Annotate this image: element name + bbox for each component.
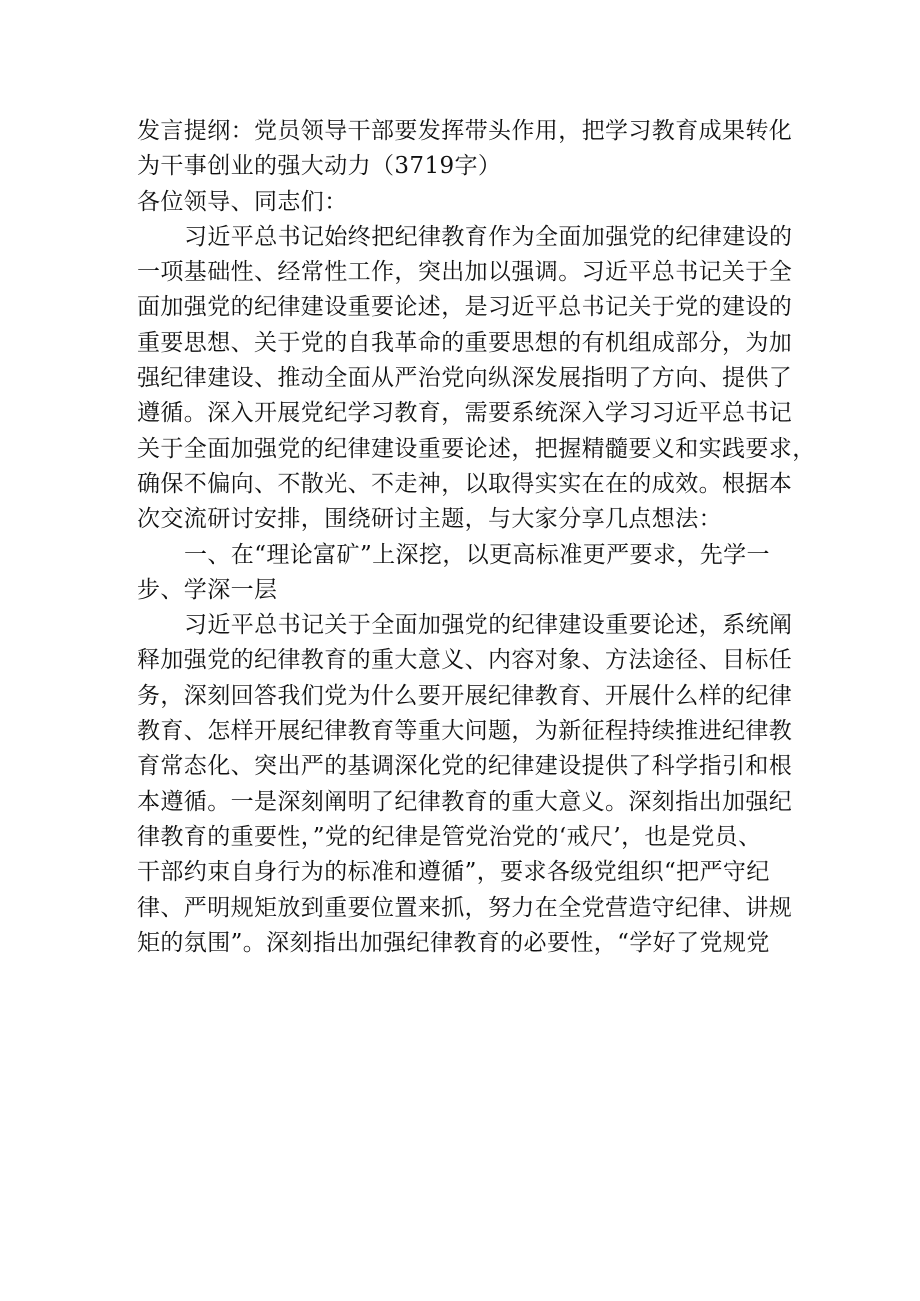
- paragraph-line: 一项基础性、经常性工作，突出加以强调。习近平总书记关于全: [137, 259, 793, 286]
- paragraph-line: 干部约束自身行为的标准和遵循”，要求各级党组织“把严守纪: [137, 859, 770, 886]
- paragraph-intro: [137, 220, 816, 538]
- paragraph-section-1: [137, 608, 797, 961]
- salutation: 各位领导、同志们：: [137, 188, 348, 215]
- paragraph-line: 习近平总书记关于全面加强党的纪律建设重要论述，系统阐: [184, 612, 793, 639]
- paragraph-line: 矩的氛围”。深刻指出加强纪律教育的必要性，“学好了党规党: [137, 929, 770, 956]
- paragraph-line: 育常态化、突出严的基调深化党的纪律建设提供了科学指引和根: [137, 753, 793, 780]
- paragraph-line: 习近平总书记始终把纪律教育作为全面加强党的纪律建设的: [184, 223, 793, 250]
- section-heading-1: [137, 538, 797, 609]
- paragraph-line: 强纪律建设、推动全面从严治党向纵深发展指明了方向、提供了: [137, 365, 793, 392]
- paragraph-line: 释加强党的纪律教育的重大意义、内容对象、方法途径、目标任: [137, 647, 793, 674]
- paragraph-line: 律、严明规矩放到重要位置来抓，努力在全党营造守纪律、讲规: [137, 894, 793, 921]
- paragraph-line: 重要思想、关于党的自我革命的重要思想的有机组成部分，为加: [137, 329, 793, 356]
- document-body: [137, 114, 816, 961]
- document-title: [137, 114, 797, 185]
- title-line: 发言提纲：党员领导干部要发挥带头作用，把学习教育成果转化: [137, 118, 793, 144]
- paragraph-line: 确保不偏向、不散光、不走神，以取得实实在在的成效。根据本: [137, 470, 793, 497]
- paragraph-line: 次交流研讨安排，围绕研讨主题，与大家分享几点想法：: [137, 506, 722, 533]
- paragraph-line: 遵循。深入开展党纪学习教育，需要系统深入学习习近平总书记: [137, 400, 793, 427]
- paragraph-line: 关于全面加强党的纪律建设重要论述，把握精髓要义和实践要求，: [137, 435, 816, 462]
- paragraph-line: 面加强党的纪律建设重要论述，是习近平总书记关于党的建设的: [137, 294, 793, 321]
- title-line: 为干事创业的强大动力（3719字）: [137, 153, 502, 180]
- paragraph-line: 务，深刻回答我们党为什么要开展纪律教育、开展什么样的纪律: [137, 682, 793, 709]
- heading-line: 步、学深一层: [137, 576, 278, 603]
- heading-line: 一、在“理论富矿”上深挖，以更高标准更严要求，先学一: [184, 541, 770, 568]
- paragraph-line: 律教育的重要性，”党的纪律是管党治党的‘戒尺’，也是党员、: [137, 823, 762, 850]
- paragraph-line: 教育、怎样开展纪律教育等重大问题，为新征程持续推进纪律教: [137, 718, 793, 745]
- paragraph-line: 本遵循。一是深刻阐明了纪律教育的重大意义。深刻指出加强纪: [137, 788, 793, 815]
